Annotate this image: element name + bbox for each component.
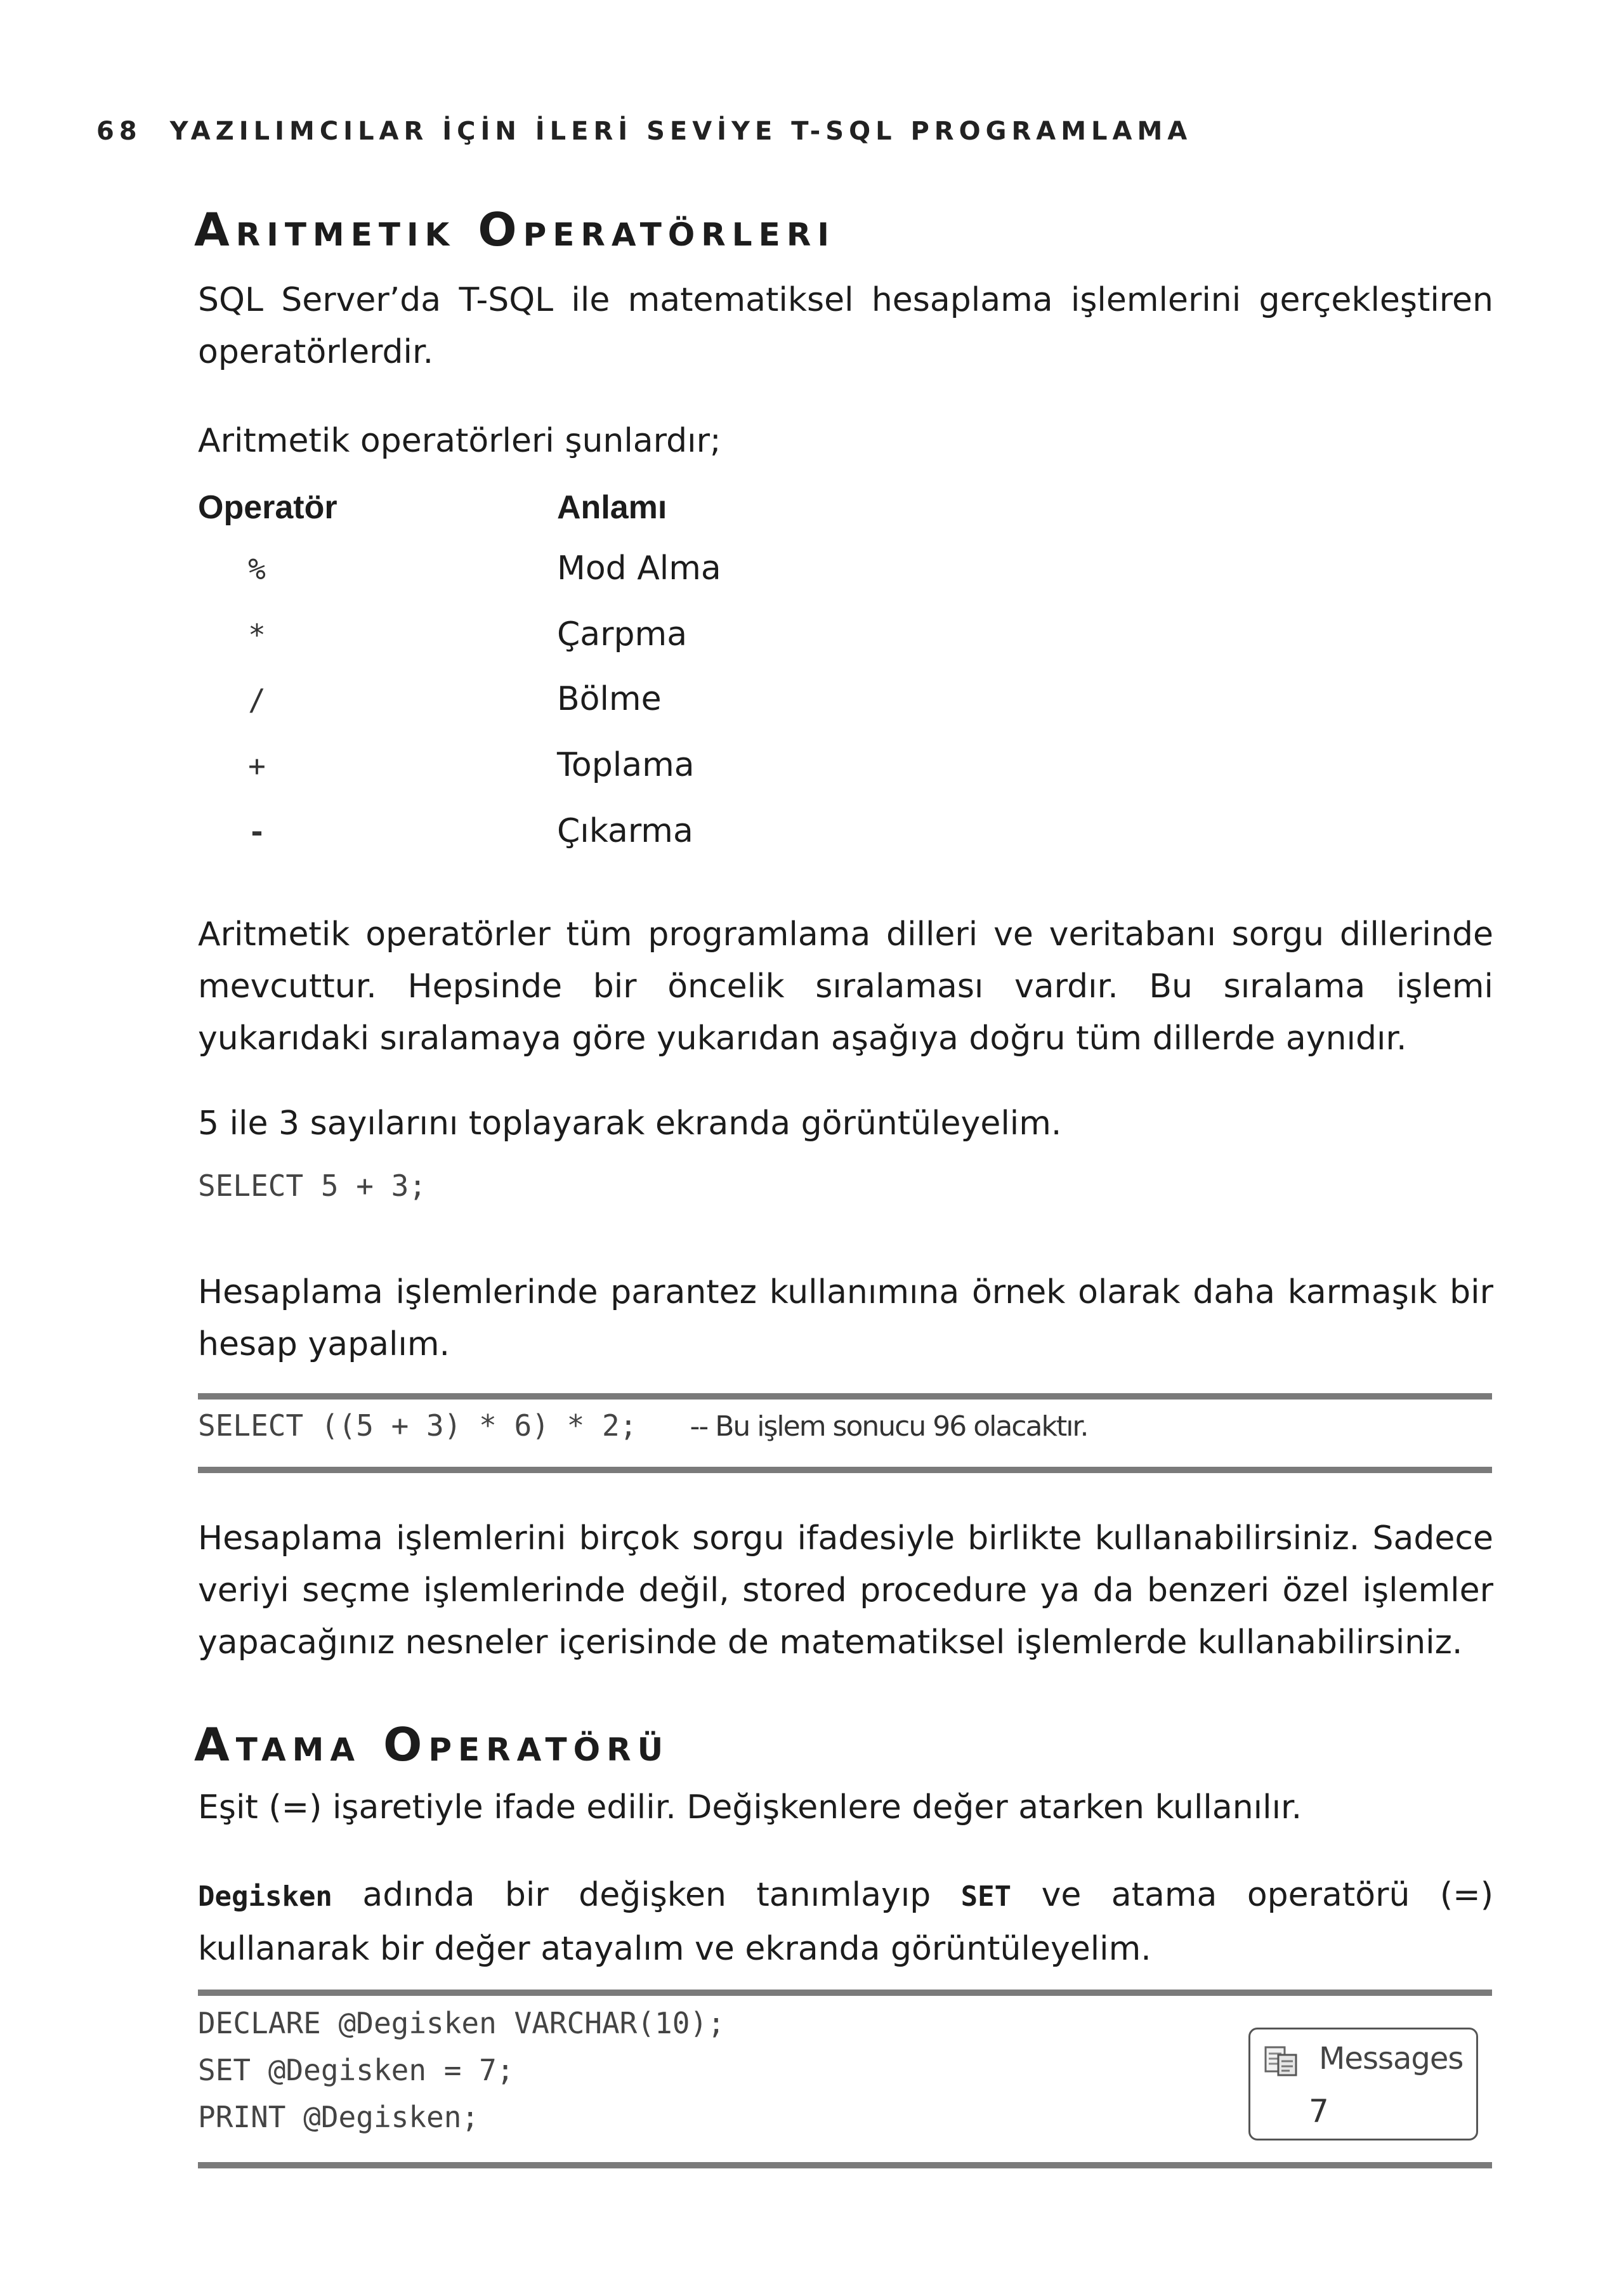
inline-code-degisken: Degisken [198,1880,332,1913]
usage-paragraph: Hesaplama işlemlerini birçok sorgu ifadesiyle birlikte kullanabilirsiniz. Sadece veriyi seçme işlemlerinde değil, stored procedure ya da benzeri özel işlemler yapacağınız nesneler içerisinde de matematiksel işlemlerde kullanabilirsiniz. [198,1519,1493,1662]
code-rule-bottom [198,2162,1492,2168]
running-header [96,117,1192,146]
code-line: SET @Degisken = 7; [198,2053,514,2087]
operator-symbol: + [248,749,266,783]
intro-paragraph: SQL Server’da T-SQL ile matematiksel hesaplama işlemlerini gerçekleştiren operatörlerdir. [198,281,1493,371]
messages-tab-label: Messages [1319,2041,1464,2076]
messages-icon [1263,2042,1299,2078]
code-rule-top [198,1393,1492,1400]
section-title-assignment: Atama Operatörü [194,1718,670,1771]
code-example-sum: SELECT 5 + 3; [198,1169,427,1203]
code-rule-bottom [198,1467,1492,1473]
code-line: DECLARE @Degisken VARCHAR(10); [198,2006,725,2040]
assignment-intro: Eşit (=) işaretiyle ifade edilir. Değişkenlere değer atarken kullanılır. [198,1788,1302,1826]
code-comment: -- Bu işlem sonucu 96 olacaktır. [690,1410,1088,1443]
section-title-arithmetic: Aritmetik Operatörleri [194,203,835,256]
assignment-example-lead [198,1869,1493,1975]
code-rule-top [198,1990,1492,1996]
parentheses-paragraph: Hesaplama işlemlerinde parantez kullanımına örnek olarak daha karmaşık bir hesap yapalım. [198,1273,1493,1363]
lead-text: adında bir değişken tanımlayıp [332,1876,961,1914]
example-lead: 5 ile 3 sayılarını toplayarak ekranda görüntüleyelim. [198,1105,1062,1143]
operator-meaning: Çıkarma [557,812,693,850]
operator-symbol: % [248,552,266,586]
operator-symbol: * [248,618,266,652]
precedence-paragraph: Aritmetik operatörler tüm programlama dilleri ve veritabanı sorgu dillerinde mevcuttur. Hepsinde bir öncelik sıralaması vardır. Bu sıralama işlemi yukarıdaki sıralamaya göre yukarıdan aşağıya doğru tüm dillerde aynıdır. [198,915,1493,1058]
intro-list-lead: Aritmetik operatörleri şunlardır; [198,422,721,460]
operator-meaning: Toplama [557,746,695,784]
page-number: 68 [96,117,142,146]
operator-symbol: / [248,683,266,717]
messages-output-value: 7 [1309,2093,1329,2130]
running-title: YAZILIMCILAR İÇİN İLERİ SEVİYE T-SQL PROGRAMLAMA [169,117,1193,146]
operator-meaning: Mod Alma [557,549,721,587]
operator-meaning: Bölme [557,680,662,718]
operator-symbol: - [248,815,266,849]
code-statement: SELECT ((5 + 3) * 6) * 2; [198,1408,638,1443]
code-example-parentheses [198,1408,1087,1443]
table-header-operator: Operatör [198,489,337,526]
operator-meaning: Çarpma [557,615,688,653]
messages-panel [1248,2028,1478,2141]
code-line: PRINT @Degisken; [198,2100,480,2134]
lead-text: ve atama operatörü (=) kullanarak bir değer atayalım ve ekranda görüntüleyelim. [198,1876,1493,1968]
table-header-meaning: Anlamı [557,489,667,526]
inline-code-set: SET [960,1880,1012,1913]
